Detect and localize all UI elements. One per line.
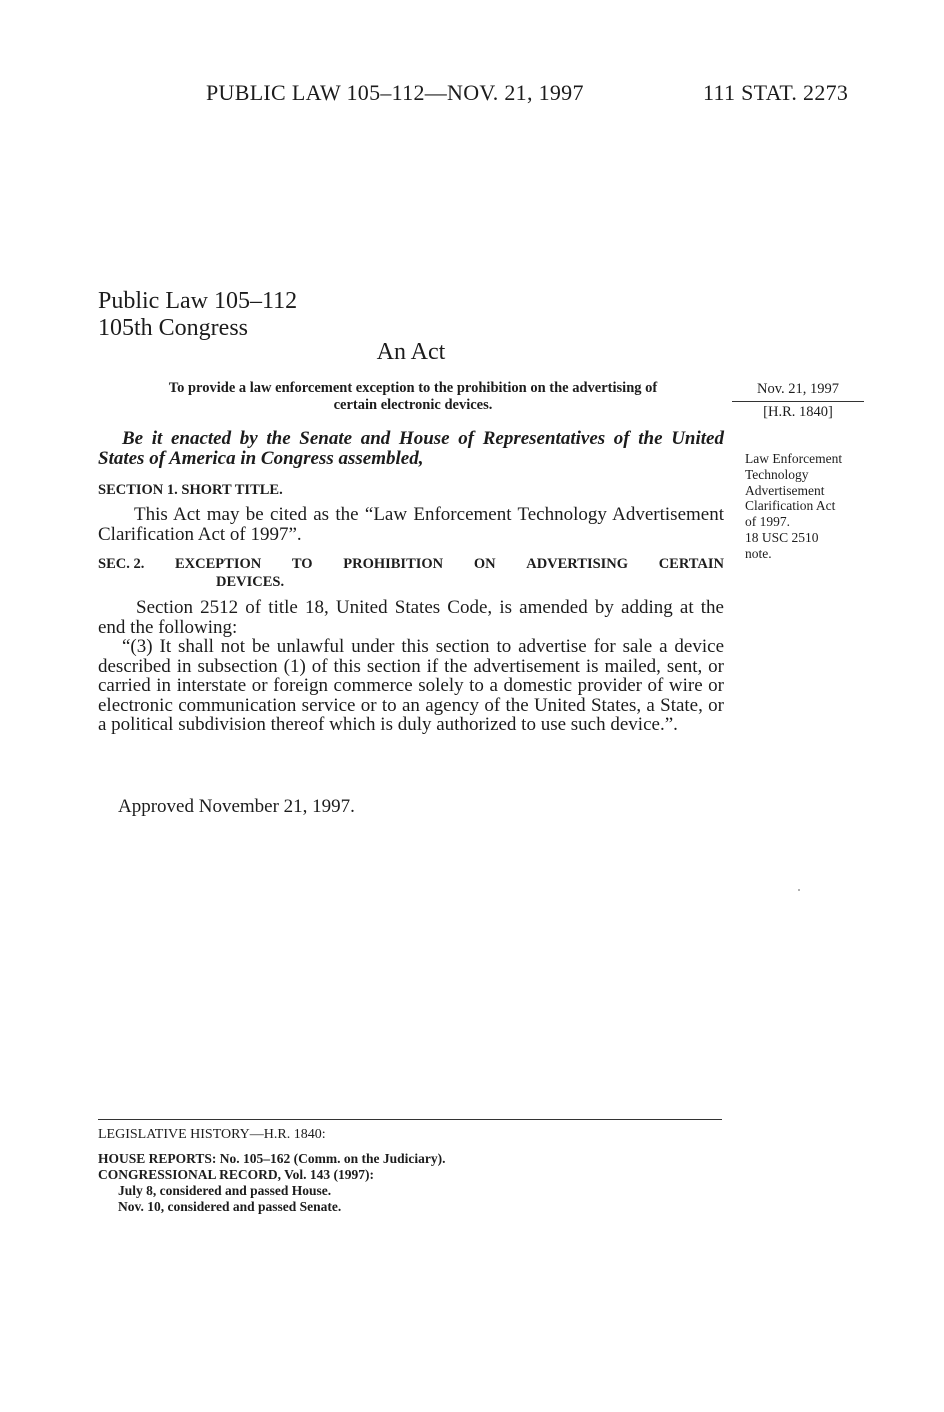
section-1-heading: SECTION 1. SHORT TITLE. (98, 482, 283, 498)
enacting-clause: Be it enacted by the Senate and House of Representatives of the United States of America in Congress assembled, (98, 428, 724, 469)
margin-date-block (732, 379, 864, 423)
purpose-line: certain electronic devices. (333, 397, 493, 413)
margin-note-line: note. (745, 545, 772, 561)
section-2-text: Section 2512 of title 18, United States Code, is amended by adding at the end the following: (98, 597, 724, 638)
heading-word: ON (473, 556, 496, 572)
running-header-left: PUBLIC LAW 105–112—NOV. 21, 1997 (206, 80, 584, 105)
section-2-heading-line-2: DEVICES. (216, 574, 285, 590)
margin-bill-number: [H.R. 1840] (763, 404, 833, 420)
heading-word: EXCEPTION (175, 556, 262, 572)
section-1-text: This Act may be cited as the “Law Enforcement Technology Advertisement Clarification Act of 1997”. (98, 504, 724, 545)
house-reports: HOUSE REPORTS: No. 105–162 (Comm. on the Judiciary). (98, 1151, 446, 1166)
running-header-page: 111 STAT. 2273 (703, 80, 849, 105)
act-purpose (120, 380, 706, 414)
margin-date: Nov. 21, 1997 (732, 379, 864, 402)
act-title: An Act (376, 339, 446, 365)
heading-word: ADVERTISING (526, 556, 629, 572)
section-2-heading (98, 555, 724, 591)
law-identification (98, 288, 297, 342)
section-2-heading-line-1 (98, 555, 724, 573)
legislative-history-entries (98, 1151, 446, 1215)
history-event: Nov. 10, considered and passed Senate. (118, 1199, 342, 1214)
heading-word: PROHIBITION (343, 556, 444, 572)
quoted-amendment: “(3) It shall not be unlawful under this section to advertise for sale a device described in subsection (1) of this section if the advertisement is mailed, sent, or carried in interstate or foreign commerce solely to a domestic provider of wire or electronic communication service or to an agency of the United States, a State, or a political subdivision thereof which is duly authorized to use such device.”. (98, 636, 724, 736)
margin-note-line: 18 USC 2510 (745, 529, 819, 545)
margin-note-line: Technology (745, 466, 809, 482)
margin-note-line: of 1997. (745, 514, 790, 530)
margin-note-line: Advertisement (745, 482, 825, 498)
congress-number: 105th Congress (98, 315, 248, 341)
margin-note-line: Law Enforcement (745, 451, 843, 466)
purpose-line: To provide a law enforcement exception to the prohibition on the advertising of (168, 380, 658, 396)
heading-word: TO (291, 556, 313, 572)
margin-note-line: Clarification Act (745, 498, 836, 514)
heading-word: CERTAIN (658, 556, 724, 572)
approval-date: Approved November 21, 1997. (118, 796, 355, 817)
heading-word: SEC. 2. (98, 556, 145, 572)
margin-notes (745, 451, 842, 562)
history-event: July 8, considered and passed House. (118, 1183, 332, 1198)
scan-speck (798, 889, 800, 891)
public-law-number: Public Law 105–112 (98, 288, 298, 314)
congressional-record: CONGRESSIONAL RECORD, Vol. 143 (1997): (98, 1167, 375, 1182)
legislative-history-title: LEGISLATIVE HISTORY—H.R. 1840: (98, 1127, 326, 1142)
footer-divider (98, 1119, 722, 1120)
